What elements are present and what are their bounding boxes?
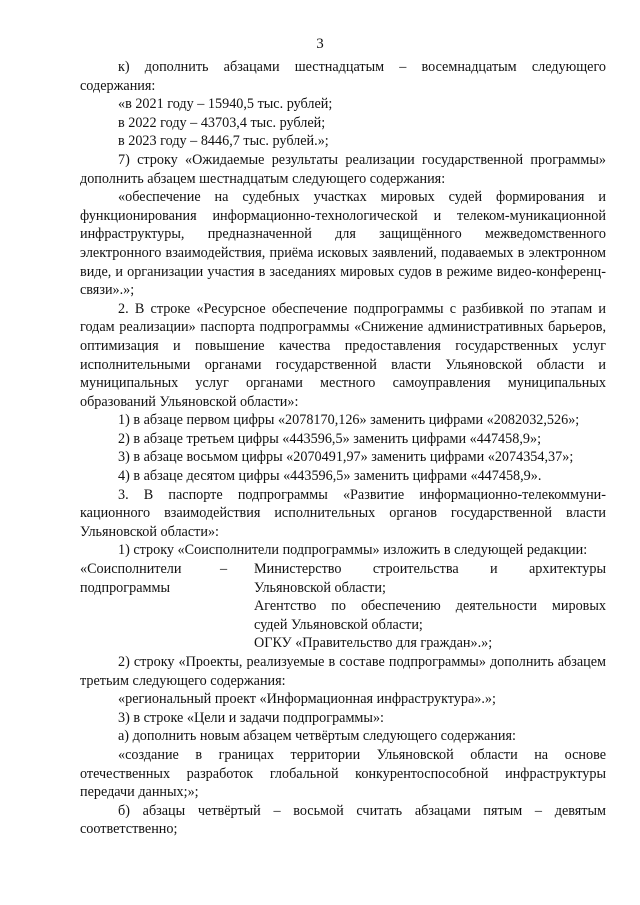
paragraph-regional-project: «региональный проект «Информационная инфраструктура».»;: [118, 691, 496, 708]
paragraph-7: 7) строку «Ожидаемые результаты реализации государственной программы» дополнить абзацем шестнадцатым следующего содержания:: [80, 151, 606, 187]
document-body: [80, 58, 606, 839]
paragraph-goals: 3) в строке «Цели и задачи подпрограммы»:: [118, 709, 384, 726]
coexecutor-line: судей Ульяновской области;: [254, 616, 423, 633]
coexecutors-label-line1: «Соисполнители: [80, 561, 182, 578]
paragraph-ensure: «обеспечение на судебных участках мировых судей формирования и функционирования информационно-технологической и телеком-муникационной инфраструктуры, предназначенной для защищённого межведомственного электронного взаимодействия, приёма исковых заявлений, подаваемых в электронном виде, и организации участия в заседаниях мировых судов в режиме видео-конференц-связи».»;: [80, 189, 606, 299]
paragraph-item-3: 3. В паспорте подпрограммы «Развитие информационно-телекоммуни-кационного взаимодействия исполнительных органов государственной власти Ульяновской области»:: [80, 486, 606, 540]
coexecutor-line: Агентство по обеспечению деятельности мировых: [254, 598, 606, 615]
paragraph-sub-1: 1) в абзаце первом цифры «2078170,126» заменить цифрами «2082032,526»;: [118, 412, 580, 429]
paragraph-projects: 2) строку «Проекты, реализуемые в составе подпрограммы» дополнить абзацем третьим следующего содержания:: [80, 654, 606, 689]
coexecutors-label: [80, 560, 208, 653]
paragraph-k: к) дополнить абзацами шестнадцатым – восемнадцатым следующего содержания:: [80, 59, 606, 94]
paragraph-sub-b: б) абзацы четвёртый – восьмой считать абзацами пятым – девятым соответственно;: [80, 802, 606, 838]
paragraph-sub-3: 3) в абзаце восьмом цифры «2070491,97» заменить цифрами «2074354,37»;: [118, 449, 574, 466]
coexecutors-table: [80, 560, 606, 653]
paragraph-sub-4: 4) в абзаце десятом цифры «443596,5» заменить цифрами «447458,9».: [118, 468, 542, 485]
coexecutor-line: Министерство строительства и архитектуры: [254, 561, 606, 578]
paragraph-sub-2: 2) в абзаце третьем цифры «443596,5» заменить цифрами «447458,9»;: [118, 430, 542, 447]
paragraph-coexecutors-intro: 1) строку «Соисполнители подпрограммы» изложить в следующей редакции:: [118, 542, 588, 559]
coexecutor-line: Ульяновской области;: [254, 579, 386, 596]
paragraph-2021: «в 2021 году – 15940,5 тыс. рублей;: [118, 96, 333, 113]
coexecutors-dash: –: [220, 561, 228, 578]
coexecutors-label-line2: подпрограммы: [80, 579, 170, 596]
page-number: 3: [316, 36, 324, 52]
paragraph-2022: в 2022 году – 43703,4 тыс. рублей;: [118, 114, 326, 131]
paragraph-creation: «создание в границах территории Ульяновской области на основе отечественных разработок глобальной конкурентоспособной инфраструктуры передачи данных;»;: [80, 746, 606, 801]
paragraph-2023: в 2023 году – 8446,7 тыс. рублей.»;: [118, 133, 329, 150]
paragraph-sub-a: а) дополнить новым абзацем четвёртым следующего содержания:: [118, 728, 516, 745]
paragraph-item-2: 2. В строке «Ресурсное обеспечение подпрограммы с разбивкой по этапам и годам реализации» паспорта подпрограммы «Снижение административных барьеров, оптимизация и повышение качества предоставления государственных услуг исполнительными органами государственной власти Ульяновской области и муниципальных услуг органами местного самоуправления муниципальных образований Ульяновской области»:: [80, 300, 606, 410]
coexecutors-list: [254, 560, 606, 653]
coexecutor-line: ОГКУ «Правительство для граждан».»;: [254, 635, 493, 652]
